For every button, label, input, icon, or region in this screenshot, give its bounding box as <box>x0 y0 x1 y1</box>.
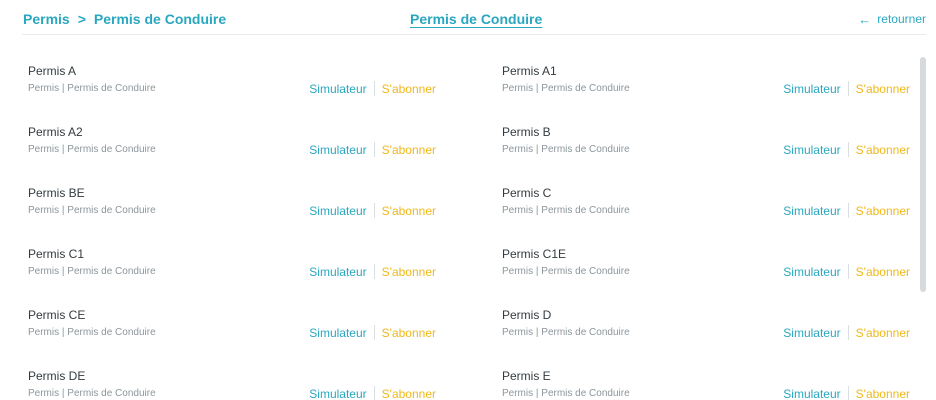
breadcrumb-current[interactable]: Permis de Conduire <box>93 11 227 27</box>
item-actions <box>309 81 436 96</box>
list-item <box>502 64 910 104</box>
permit-title[interactable]: Permis A1 <box>502 64 557 78</box>
item-actions <box>309 386 436 400</box>
simulator-link[interactable]: Simulateur <box>783 81 841 96</box>
divider <box>848 325 849 340</box>
list-row <box>26 117 912 178</box>
list-item <box>502 369 910 400</box>
back-label: retourner <box>877 12 926 26</box>
item-actions <box>783 264 910 279</box>
divider <box>848 142 849 157</box>
permit-title[interactable]: Permis C1E <box>502 247 567 261</box>
divider <box>848 264 849 279</box>
item-actions <box>783 203 910 218</box>
list-row <box>26 56 912 117</box>
header <box>22 0 926 35</box>
item-actions <box>783 142 910 157</box>
simulator-link[interactable]: Simulateur <box>783 325 841 340</box>
permit-category: Permis | Permis de Conduire <box>28 388 156 399</box>
item-actions <box>309 264 436 279</box>
subscribe-link[interactable]: S'abonner <box>381 142 436 157</box>
permit-title[interactable]: Permis D <box>502 308 552 322</box>
permit-category: Permis | Permis de Conduire <box>502 144 630 155</box>
page-title[interactable]: Permis de Conduire <box>410 11 543 27</box>
divider <box>848 81 849 96</box>
breadcrumb-separator: > <box>77 11 86 27</box>
permit-title[interactable]: Permis CE <box>28 308 86 322</box>
list-item <box>28 369 436 400</box>
simulator-link[interactable]: Simulateur <box>309 325 367 340</box>
list-item <box>28 186 436 226</box>
simulator-link[interactable]: Simulateur <box>309 386 367 400</box>
permit-title[interactable]: Permis A2 <box>28 125 83 139</box>
list-item <box>502 308 910 348</box>
divider <box>374 386 375 400</box>
divider <box>374 325 375 340</box>
breadcrumb-root-link[interactable]: Permis <box>23 11 70 27</box>
permit-category: Permis | Permis de Conduire <box>28 144 156 155</box>
simulator-link[interactable]: Simulateur <box>783 142 841 157</box>
subscribe-link[interactable]: S'abonner <box>855 386 910 400</box>
list-item <box>502 125 910 165</box>
simulator-link[interactable]: Simulateur <box>309 142 367 157</box>
list-item <box>502 247 910 287</box>
item-actions <box>309 142 436 157</box>
divider <box>374 81 375 96</box>
breadcrumb <box>23 11 226 27</box>
subscribe-link[interactable]: S'abonner <box>381 264 436 279</box>
subscribe-link[interactable]: S'abonner <box>855 142 910 157</box>
permit-category: Permis | Permis de Conduire <box>502 266 630 277</box>
item-actions <box>783 81 910 96</box>
permit-title[interactable]: Permis BE <box>28 186 85 200</box>
list-row <box>26 361 912 400</box>
permit-category: Permis | Permis de Conduire <box>502 205 630 216</box>
item-actions <box>309 203 436 218</box>
back-button[interactable] <box>858 12 926 26</box>
permit-category: Permis | Permis de Conduire <box>28 83 156 94</box>
item-actions <box>783 325 910 340</box>
permit-title[interactable]: Permis DE <box>28 369 86 383</box>
permit-category: Permis | Permis de Conduire <box>28 266 156 277</box>
permit-title[interactable]: Permis C1 <box>28 247 85 261</box>
permit-category: Permis | Permis de Conduire <box>28 205 156 216</box>
subscribe-link[interactable]: S'abonner <box>855 325 910 340</box>
permit-category: Permis | Permis de Conduire <box>502 327 630 338</box>
permit-title[interactable]: Permis C <box>502 186 552 200</box>
list-item <box>502 186 910 226</box>
permit-title[interactable]: Permis B <box>502 125 551 139</box>
permit-title[interactable]: Permis E <box>502 369 551 383</box>
item-actions <box>309 325 436 340</box>
simulator-link[interactable]: Simulateur <box>783 386 841 400</box>
item-actions <box>783 386 910 400</box>
permit-category: Permis | Permis de Conduire <box>28 327 156 338</box>
subscribe-link[interactable]: S'abonner <box>381 386 436 400</box>
simulator-link[interactable]: Simulateur <box>783 264 841 279</box>
permit-category: Permis | Permis de Conduire <box>502 388 630 399</box>
subscribe-link[interactable]: S'abonner <box>855 264 910 279</box>
simulator-link[interactable]: Simulateur <box>309 81 367 96</box>
list-item <box>28 125 436 165</box>
divider <box>848 386 849 400</box>
subscribe-link[interactable]: S'abonner <box>381 203 436 218</box>
list-row <box>26 239 912 300</box>
simulator-link[interactable]: Simulateur <box>309 203 367 218</box>
divider <box>374 142 375 157</box>
list-item <box>28 308 436 348</box>
simulator-link[interactable]: Simulateur <box>783 203 841 218</box>
subscribe-link[interactable]: S'abonner <box>855 81 910 96</box>
list-item <box>28 64 436 104</box>
subscribe-link[interactable]: S'abonner <box>381 325 436 340</box>
divider <box>374 264 375 279</box>
scrollbar[interactable] <box>920 57 926 292</box>
list-item <box>28 247 436 287</box>
subscribe-link[interactable]: S'abonner <box>381 81 436 96</box>
simulator-link[interactable]: Simulateur <box>309 264 367 279</box>
divider <box>374 203 375 218</box>
permit-list <box>26 56 912 400</box>
permit-title[interactable]: Permis A <box>28 64 77 78</box>
list-row <box>26 300 912 361</box>
arrow-left-icon: ← <box>858 11 872 27</box>
subscribe-link[interactable]: S'abonner <box>855 203 910 218</box>
list-row <box>26 178 912 239</box>
permit-category: Permis | Permis de Conduire <box>502 83 630 94</box>
divider <box>848 203 849 218</box>
